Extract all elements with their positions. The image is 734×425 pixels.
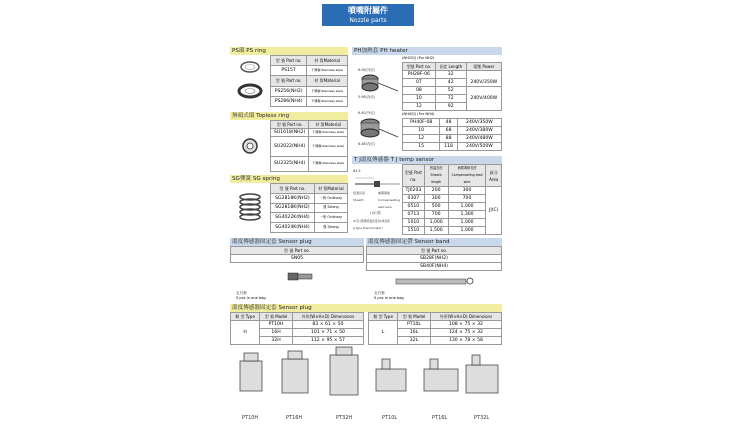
tj-sensor-diagram: Φ1.5 感溫長度 Sheath 補償導線 Compensating lead wire J (IC)型 ※可以選擇感溫長度和/或長度 (J type thermometer) [352,164,402,234]
tj-sensor-heading: T J溫度傳感器 T J temp sensor [352,156,502,164]
sensor-plug-section: 溫度傳感器固定套 Sensor plug 型 號 Part no. SN05 五只套 5 pcs in one bag [230,238,364,305]
table-row: SB40F(NH4) [367,263,502,271]
table-row: L PT10L 108 × 75 × 32 [369,321,502,329]
ps-ring-section [230,47,348,107]
table-row: 10 68 240V/380W [403,127,502,135]
sensor-plug-heading: 溫度傳感器固定套 Sensor plug [230,238,364,246]
table-row: SU2325(NH4) 不銹鋼 Stainless steel [271,156,348,171]
table-row: SB28F(NH2) [367,255,502,263]
topless-ring-icon [230,120,270,172]
table-row: H PT10H 83 × 61 × 50 [231,321,364,329]
ph-heater-section: PH加熱套 PH heater 6.08(外徑) 5.98(內徑) 6.40(外徑) 6.48(內徑) (NH2用) (For NH2) 型號 Part no. 長度 Length 電壓 Power PH28F-06 32 240V/350W 07 42 08 52 240V/400W 10 72 12 92 (NH4用) (For NH4) PH40F-08 48 240V/350W 10 68 240V/380W 12 88 240V/480W 15 118 240V/500W [352,47,502,155]
sensor-band-section: 溫度傳感器固定帶 Sensor band 型 號 Part no. SB28F(NH2) SB40F(NH4) 五只套 5 pcs in one bag [366,238,502,306]
title-zh: 噴嘴附屬件 [348,6,388,15]
topless-ring-section [230,112,348,172]
title-en: Nozzle parts [349,17,387,24]
table-row: 16H 101 × 71 × 50 [231,329,364,337]
table-row: PH40F-08 48 240V/350W [403,119,502,127]
topless-ring-table: 型 號 Part no. 材 質Material SU1618(NH2) 不銹鋼 Stainless steel SU2022(NH4) 不銹鋼 Stainless steel SU2325(NH4) 不銹鋼 Stainless steel [270,120,348,172]
plug-drawings: PT10H PT16H PT32H PT10L PT16L PT32L [230,345,502,423]
table-row: PS157 不銹鋼 Stainless steel [271,66,348,76]
catalog-page [226,0,510,425]
ph-heater-table-nh2: 型號 Part no. 長度 Length 電壓 Power PH28F-06 32 240V/350W 07 42 08 52 240V/400W 10 72 12 92 [402,62,502,111]
table-row: PS256(NH2) 不銹鋼 Stainless steel [271,86,348,96]
ring-icon [230,55,270,107]
table-row: 1010 1,000 1,000 [403,219,502,227]
table-row: 1510 1,500 1,000 [403,227,502,235]
sensor-band-icon [366,271,502,293]
sensor-plug-icon [230,263,364,293]
table-row: SG4022K(NH4) 一般 Ordinary [271,213,348,223]
table-row: 12 92 [403,103,502,111]
table-row: PH28F-06 32 240V/350W [403,71,502,79]
table-row: 0307 300 700 [403,195,502,203]
table-row: SU2022(NH4) 不銹鋼 Stainless steel [271,137,348,156]
ps-ring-table: 型 號 Part no. 材 質Material PS157 不銹鋼 Stainless steel 型 號 Part no. 材 質Material PS256(NH2) 不銹鋼 Stainless steel PS286(NH4) 不銹鋼 Stainless steel [270,55,348,107]
table-row: SN05 [231,255,364,263]
ph-heater-table-nh4 [402,118,502,151]
col-part: 型 號 Part no. [271,56,307,66]
sensor-band-table: 型 號 Part no. SB28F(NH2) SB40F(NH4) [366,246,502,271]
sensor-plug2-table-l: 類 型 Type 型 號 Model 外形(W×H×D) Dimensions L PT10L 108 × 75 × 32 16L 124 × 75 × 32 32L 130 × 78 × 58 [368,312,502,345]
table-row: 32H 112 × 95 × 57 [231,337,364,345]
table-row: 16L 124 × 75 × 32 [369,329,502,337]
col-mat: 材 質Material [307,56,348,66]
sg-spring-table: 型 號 Part no. 材 質Material SG2818K(NH2) 一般 Ordinary SG2818K(NH2) 強 Strong SG4022K(NH4) 一般 Ordinary SG4024K(NH4) 強 Strong [270,183,348,233]
table-row: 07 42 [403,79,502,87]
table-row: SG2818K(NH2) 強 Strong [271,203,348,213]
sg-spring-heading: SG彈簧 SG spring [230,175,348,183]
plug-housing-icon [230,345,502,415]
ps-ring-heading: PS環 PS ring [230,47,348,55]
sensor-plug-table: 型 號 Part no. SN05 [230,246,364,263]
table-row: 0713 700 1,300 [403,211,502,219]
table-row: SU1618(NH2) 不銹鋼 Stainless steel [271,129,348,137]
table-row: SG2818K(NH2) 一般 Ordinary [271,193,348,203]
table-row: TJ0203 200 300 J(IC) [403,187,502,195]
sensor-plug2-table-h: 類 型 Type 型 號 Model 外形(W×H×D) Dimensions H PT10H 83 × 61 × 50 16H 101 × 71 × 50 32H 112 × 95 × 57 [230,312,364,345]
table-row: 08 52 240V/400W [403,87,502,95]
page-title [322,4,414,26]
ph-heater-images: 6.08(外徑) 5.98(內徑) 6.40(外徑) 6.48(內徑) [352,55,402,155]
table-row: 10 72 [403,95,502,103]
tj-sensor-table: 型號 Part no. 感溫長度 Sheath length 補償導線長度 Compensating lead wire 區分 Area TJ0203 200 300 J(IC) 0307 300 700 0510 500 1,000 0713 700 1,300 1010 1,000 1,000 1510 1,500 1,000 [402,164,502,235]
spring-icon [230,183,270,233]
table-row: 12 88 240V/480W [403,135,502,143]
table-row: SG4024K(NH4) 強 Strong [271,223,348,233]
table-row: 15 118 240V/500W [403,143,502,151]
sensor-plug2-section [230,304,502,423]
sensor-band-heading: 溫度傳感器固定帶 Sensor band [366,238,502,246]
tj-sensor-section [352,156,502,235]
sensor-plug2-heading: 溫度傳感器固定套 Sensor plug [230,304,502,312]
sg-spring-section [230,175,348,233]
table-row: PS286(NH4) 不銹鋼 Stainless steel [271,96,348,106]
ph-heater-heading: PH加熱套 PH heater [352,47,502,55]
ps-ring-images [230,55,270,107]
topless-ring-heading: 無頭式環 Topless ring [230,112,348,120]
table-row: 0510 500 1,000 [403,203,502,211]
table-row: 32L 130 × 78 × 58 [369,337,502,345]
